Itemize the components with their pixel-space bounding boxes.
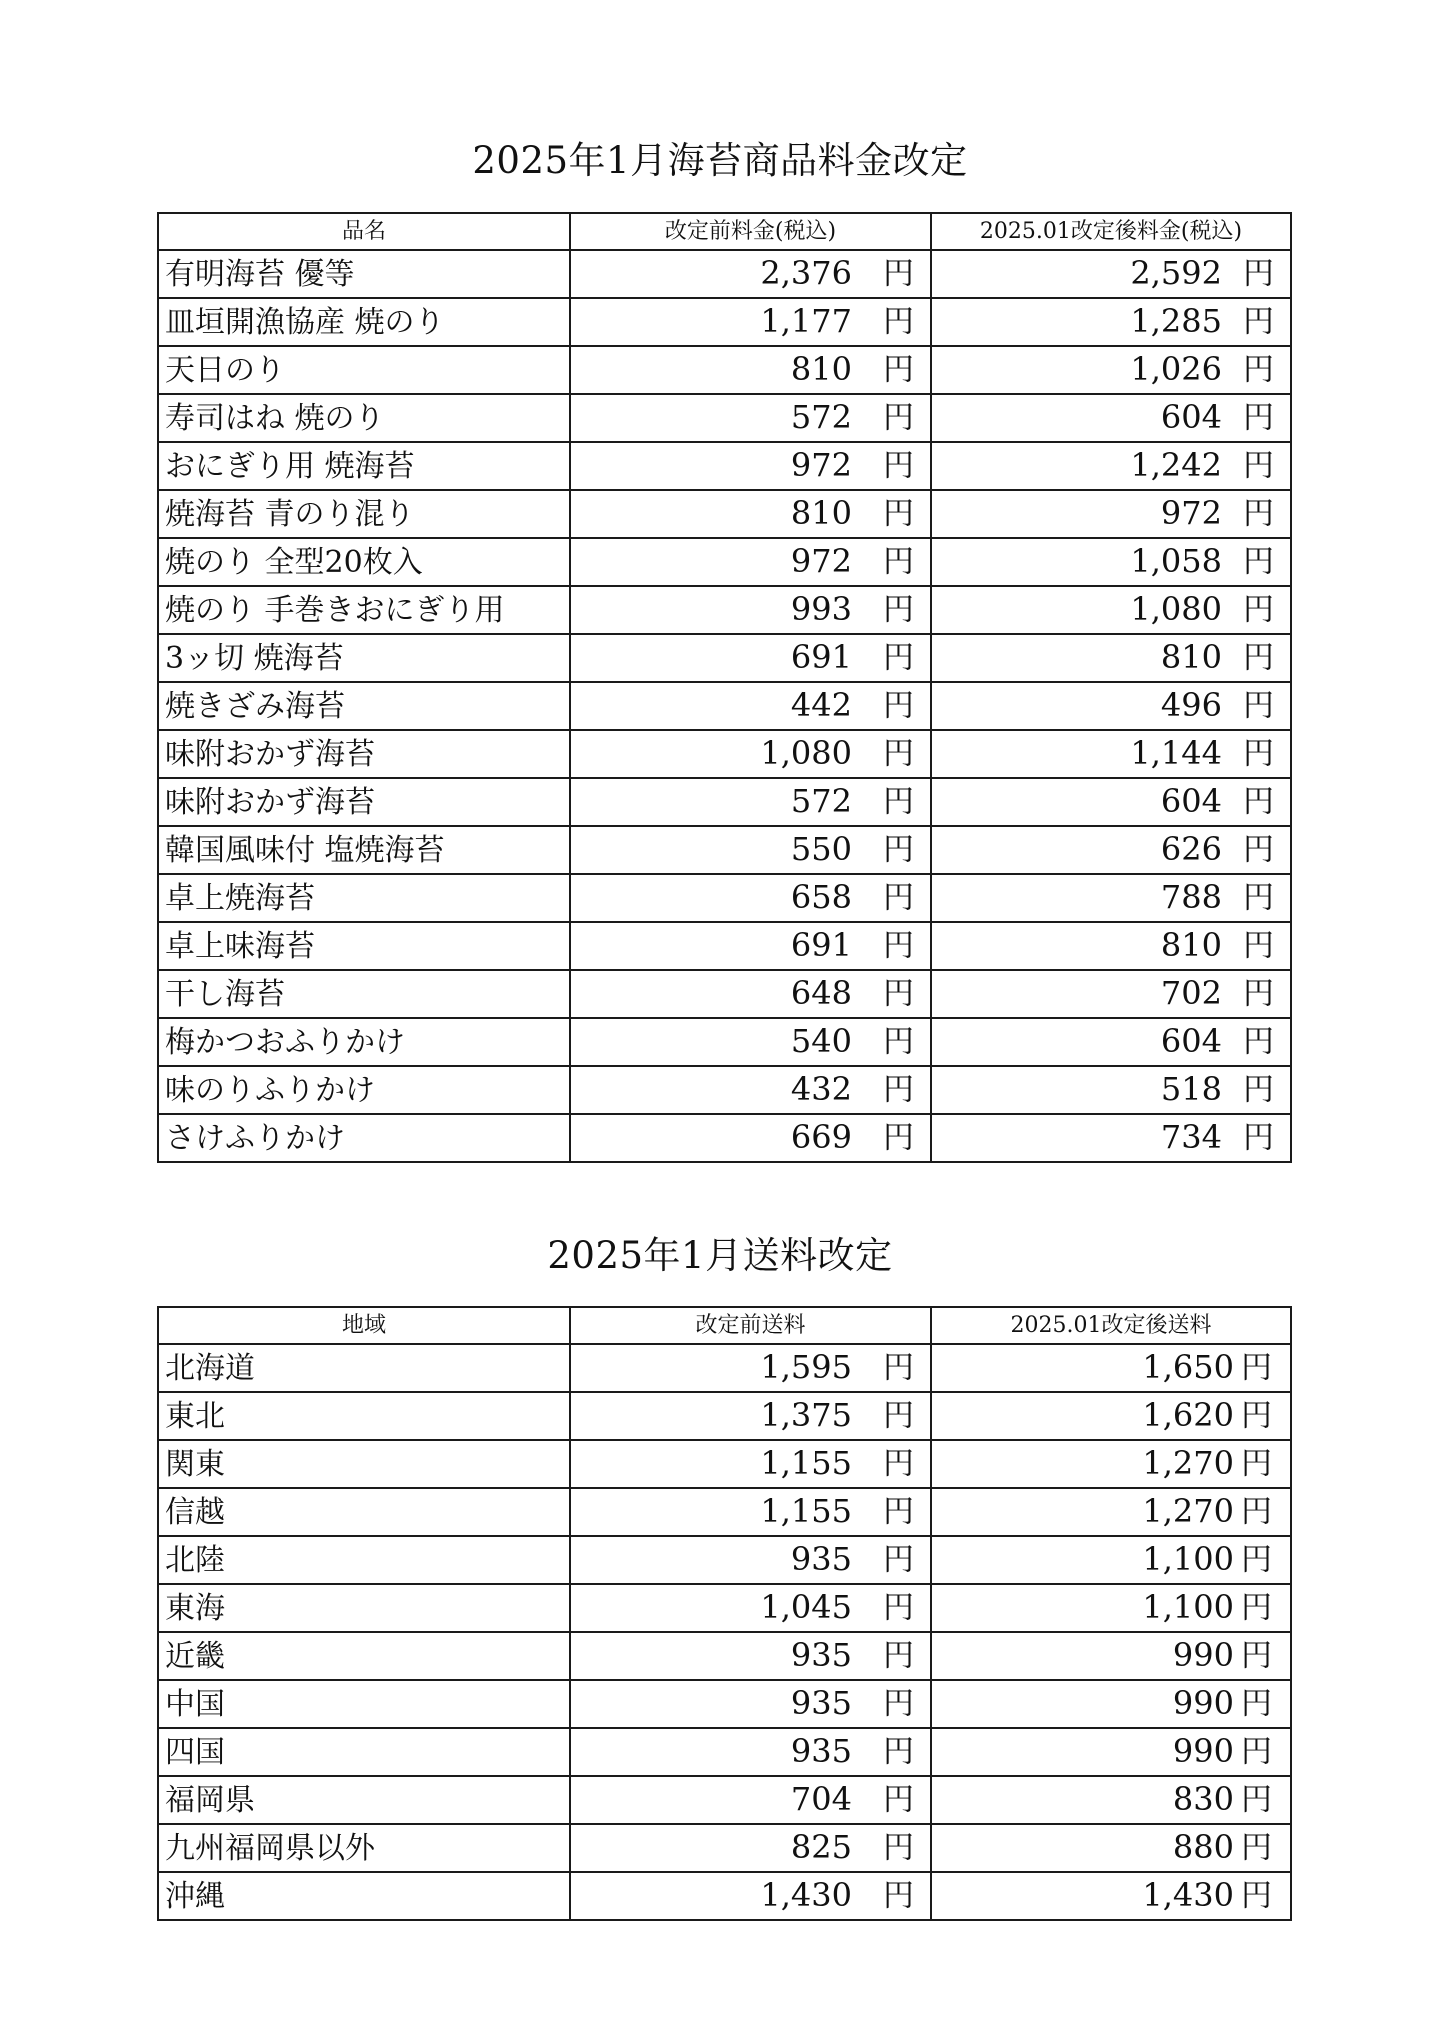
price-before-cell (570, 1344, 931, 1392)
table-row (158, 1114, 1291, 1162)
item-name-cell: 卓上焼海苔 (158, 874, 570, 922)
price-before-cell (570, 538, 931, 586)
price-value: 2,376 (760, 254, 852, 292)
item-name-cell: 東北 (158, 1392, 570, 1440)
price-before-cell (570, 394, 931, 442)
price-value: 669 (790, 1118, 852, 1156)
currency-unit: 円 (1241, 1494, 1272, 1530)
price-after-cell (931, 1680, 1291, 1728)
currency-unit: 円 (1241, 1590, 1272, 1626)
price-value: 704 (790, 1780, 852, 1818)
currency-unit: 円 (883, 352, 914, 388)
price-value: 1,595 (760, 1348, 852, 1386)
price-value: 604 (1160, 782, 1222, 820)
price-before-cell (570, 778, 931, 826)
price-before-cell (570, 1536, 931, 1584)
price-after-cell (931, 1440, 1291, 1488)
price-value: 1,620 (1142, 1396, 1234, 1434)
currency-unit: 円 (883, 1878, 914, 1914)
price-value: 1,177 (760, 302, 852, 340)
table-row (158, 970, 1291, 1018)
item-name-cell: 味附おかず海苔 (158, 730, 570, 778)
currency-unit: 円 (883, 1734, 914, 1770)
price-value: 880 (1172, 1828, 1234, 1866)
price-after-cell (931, 442, 1291, 490)
item-name-cell: 焼のり 全型20枚入 (158, 538, 570, 586)
price-value: 990 (1172, 1684, 1234, 1722)
item-name-cell: 卓上味海苔 (158, 922, 570, 970)
table-row (158, 490, 1291, 538)
currency-unit: 円 (883, 1782, 914, 1818)
currency-unit: 円 (883, 448, 914, 484)
price-value: 658 (790, 878, 852, 916)
price-before-cell (570, 1114, 931, 1162)
table-row (158, 1584, 1291, 1632)
table-row (158, 1680, 1291, 1728)
table-row (158, 442, 1291, 490)
currency-unit: 円 (1241, 1542, 1272, 1578)
currency-unit: 円 (883, 1542, 914, 1578)
product-price-title: 2025年1月海苔商品料金改定 (472, 139, 968, 182)
currency-unit: 円 (883, 1350, 914, 1386)
item-name-cell: 韓国風味付 塩焼海苔 (158, 826, 570, 874)
currency-unit: 円 (1243, 640, 1274, 676)
price-value: 1,080 (1130, 590, 1222, 628)
price-value: 993 (790, 590, 852, 628)
price-after-cell (931, 298, 1291, 346)
item-name-cell: 味附おかず海苔 (158, 778, 570, 826)
price-value: 604 (1160, 398, 1222, 436)
price-before-cell (570, 922, 931, 970)
shipping-fee-table (157, 1306, 1292, 1921)
price-after-cell (931, 1536, 1291, 1584)
price-value: 788 (1160, 878, 1222, 916)
table-row (158, 1066, 1291, 1114)
table-row (158, 730, 1291, 778)
price-after-cell (931, 778, 1291, 826)
item-name-cell: 焼のり 手巻きおにぎり用 (158, 586, 570, 634)
price-after-cell (931, 1824, 1291, 1872)
price-before-cell (570, 1728, 931, 1776)
price-value: 691 (790, 926, 852, 964)
currency-unit: 円 (883, 1072, 914, 1108)
currency-unit: 円 (1241, 1782, 1272, 1818)
currency-unit: 円 (1243, 304, 1274, 340)
currency-unit: 円 (883, 400, 914, 436)
price-after-cell (931, 394, 1291, 442)
price-after-cell (931, 346, 1291, 394)
item-name-cell: 焼海苔 青のり混り (158, 490, 570, 538)
price-after-cell (931, 1018, 1291, 1066)
currency-unit: 円 (883, 784, 914, 820)
price-value: 572 (790, 782, 852, 820)
item-name-cell: 関東 (158, 1440, 570, 1488)
currency-unit: 円 (1243, 880, 1274, 916)
price-value: 972 (1160, 494, 1222, 532)
price-after-cell (931, 1872, 1291, 1920)
price-value: 550 (790, 830, 852, 868)
currency-unit: 円 (1243, 592, 1274, 628)
currency-unit: 円 (1243, 544, 1274, 580)
price-value: 1,100 (1142, 1540, 1234, 1578)
currency-unit: 円 (1241, 1446, 1272, 1482)
price-value: 935 (790, 1684, 852, 1722)
currency-unit: 円 (883, 928, 914, 964)
price-value: 540 (790, 1022, 852, 1060)
currency-unit: 円 (1241, 1638, 1272, 1674)
table-row (158, 1018, 1291, 1066)
price-value: 1,375 (760, 1396, 852, 1434)
price-after-cell (931, 634, 1291, 682)
price-after-cell (931, 1066, 1291, 1114)
price-before-cell (570, 1632, 931, 1680)
price-value: 810 (790, 350, 852, 388)
price-after-cell (931, 1728, 1291, 1776)
price-value: 1,270 (1142, 1444, 1234, 1482)
currency-unit: 円 (883, 1590, 914, 1626)
price-value: 972 (790, 446, 852, 484)
item-name-cell: おにぎり用 焼海苔 (158, 442, 570, 490)
price-value: 810 (1160, 926, 1222, 964)
price-before-cell (570, 1776, 931, 1824)
item-name-cell: 北海道 (158, 1344, 570, 1392)
table-row (158, 1392, 1291, 1440)
currency-unit: 円 (1243, 400, 1274, 436)
price-value: 1,100 (1142, 1588, 1234, 1626)
currency-unit: 円 (1241, 1398, 1272, 1434)
currency-unit: 円 (883, 1120, 914, 1156)
table-row (158, 1872, 1291, 1920)
currency-unit: 円 (883, 544, 914, 580)
item-name-cell: 寿司はね 焼のり (158, 394, 570, 442)
item-name-cell: 天日のり (158, 346, 570, 394)
table-row (158, 634, 1291, 682)
currency-unit: 円 (883, 1494, 914, 1530)
item-name-cell: 焼きざみ海苔 (158, 682, 570, 730)
currency-unit: 円 (883, 832, 914, 868)
price-before-cell (570, 346, 931, 394)
price-after-cell (931, 538, 1291, 586)
table-row (158, 586, 1291, 634)
item-name-cell: 信越 (158, 1488, 570, 1536)
price-value: 830 (1172, 1780, 1234, 1818)
price-value: 935 (790, 1540, 852, 1578)
price-before-cell (570, 1018, 931, 1066)
currency-unit: 円 (883, 256, 914, 292)
currency-unit: 円 (883, 1830, 914, 1866)
price-before-cell (570, 970, 931, 1018)
currency-unit: 円 (883, 976, 914, 1012)
price-value: 1,285 (1130, 302, 1222, 340)
price-value: 734 (1160, 1118, 1222, 1156)
table-row (158, 1776, 1291, 1824)
table-row (158, 1536, 1291, 1584)
table-header-row (158, 1307, 1291, 1344)
price-after-cell (931, 1584, 1291, 1632)
price-value: 1,650 (1142, 1348, 1234, 1386)
price-before-cell (570, 1488, 931, 1536)
price-after-cell (931, 1392, 1291, 1440)
item-name-cell: 沖縄 (158, 1872, 570, 1920)
currency-unit: 円 (883, 1024, 914, 1060)
currency-unit: 円 (883, 304, 914, 340)
item-name-cell: 近畿 (158, 1632, 570, 1680)
price-value: 810 (1160, 638, 1222, 676)
price-before-cell (570, 298, 931, 346)
price-before-cell (570, 826, 931, 874)
price-value: 1,026 (1130, 350, 1222, 388)
price-value: 990 (1172, 1636, 1234, 1674)
currency-unit: 円 (1243, 688, 1274, 724)
price-after-cell (931, 1632, 1291, 1680)
price-after-cell (931, 250, 1291, 298)
item-name-cell: 味のりふりかけ (158, 1066, 570, 1114)
table-row (158, 778, 1291, 826)
price-before-cell (570, 634, 931, 682)
item-name-cell: 有明海苔 優等 (158, 250, 570, 298)
header-price-after: 2025.01改定後料金(税込) (931, 213, 1291, 250)
price-before-cell (570, 1392, 931, 1440)
currency-unit: 円 (1243, 784, 1274, 820)
table-row (158, 250, 1291, 298)
price-value: 518 (1160, 1070, 1222, 1108)
table-row (158, 1488, 1291, 1536)
table-row (158, 1440, 1291, 1488)
price-value: 702 (1160, 974, 1222, 1012)
price-value: 1,080 (760, 734, 852, 772)
price-before-cell (570, 1680, 931, 1728)
table-row (158, 1824, 1291, 1872)
item-name-cell: 福岡県 (158, 1776, 570, 1824)
currency-unit: 円 (1243, 448, 1274, 484)
currency-unit: 円 (883, 592, 914, 628)
table-row (158, 826, 1291, 874)
table-row (158, 394, 1291, 442)
currency-unit: 円 (1241, 1350, 1272, 1386)
item-name-cell: 四国 (158, 1728, 570, 1776)
header-fee-before: 改定前送料 (570, 1307, 931, 1344)
item-name-cell: 梅かつおふりかけ (158, 1018, 570, 1066)
price-value: 496 (1160, 686, 1222, 724)
price-value: 1,430 (1142, 1876, 1234, 1914)
price-value: 810 (790, 494, 852, 532)
table-row (158, 1728, 1291, 1776)
price-value: 432 (790, 1070, 852, 1108)
currency-unit: 円 (1243, 256, 1274, 292)
item-name-cell: 皿垣開漁協産 焼のり (158, 298, 570, 346)
currency-unit: 円 (1241, 1878, 1272, 1914)
price-value: 648 (790, 974, 852, 1012)
currency-unit: 円 (1243, 352, 1274, 388)
currency-unit: 円 (883, 1686, 914, 1722)
item-name-cell: 3ッ切 焼海苔 (158, 634, 570, 682)
header-product-name: 品名 (158, 213, 570, 250)
price-value: 1,270 (1142, 1492, 1234, 1530)
price-before-cell (570, 682, 931, 730)
price-before-cell (570, 1440, 931, 1488)
currency-unit: 円 (1243, 496, 1274, 532)
table-header-row (158, 213, 1291, 250)
item-name-cell: 北陸 (158, 1536, 570, 1584)
item-name-cell: 中国 (158, 1680, 570, 1728)
price-value: 691 (790, 638, 852, 676)
price-value: 935 (790, 1636, 852, 1674)
currency-unit: 円 (883, 1446, 914, 1482)
product-price-table (157, 212, 1292, 1163)
item-name-cell: 九州福岡県以外 (158, 1824, 570, 1872)
price-before-cell (570, 1872, 931, 1920)
currency-unit: 円 (883, 1398, 914, 1434)
price-after-cell (931, 586, 1291, 634)
price-value: 604 (1160, 1022, 1222, 1060)
currency-unit: 円 (883, 640, 914, 676)
price-before-cell (570, 874, 931, 922)
price-after-cell (931, 826, 1291, 874)
table-row (158, 1344, 1291, 1392)
currency-unit: 円 (883, 736, 914, 772)
currency-unit: 円 (1243, 928, 1274, 964)
currency-unit: 円 (1243, 1072, 1274, 1108)
currency-unit: 円 (1243, 736, 1274, 772)
price-value: 972 (790, 542, 852, 580)
table-row (158, 682, 1291, 730)
price-before-cell (570, 730, 931, 778)
item-name-cell: さけふりかけ (158, 1114, 570, 1162)
price-after-cell (931, 1344, 1291, 1392)
currency-unit: 円 (1241, 1830, 1272, 1866)
price-value: 626 (1160, 830, 1222, 868)
table-row (158, 346, 1291, 394)
currency-unit: 円 (1241, 1686, 1272, 1722)
price-value: 990 (1172, 1732, 1234, 1770)
price-after-cell (931, 1776, 1291, 1824)
shipping-fee-title: 2025年1月送料改定 (547, 1234, 893, 1277)
price-before-cell (570, 250, 931, 298)
price-value: 1,144 (1130, 734, 1222, 772)
price-value: 1,045 (760, 1588, 852, 1626)
price-before-cell (570, 1824, 931, 1872)
currency-unit: 円 (883, 688, 914, 724)
header-fee-after: 2025.01改定後送料 (931, 1307, 1291, 1344)
table-row (158, 298, 1291, 346)
price-value: 825 (790, 1828, 852, 1866)
price-value: 2,592 (1130, 254, 1222, 292)
table-row (158, 922, 1291, 970)
price-after-cell (931, 1114, 1291, 1162)
price-value: 442 (790, 686, 852, 724)
currency-unit: 円 (883, 1638, 914, 1674)
price-before-cell (570, 1584, 931, 1632)
currency-unit: 円 (883, 880, 914, 916)
price-after-cell (931, 922, 1291, 970)
price-after-cell (931, 490, 1291, 538)
price-value: 1,155 (760, 1444, 852, 1482)
currency-unit: 円 (1243, 976, 1274, 1012)
price-after-cell (931, 682, 1291, 730)
price-value: 935 (790, 1732, 852, 1770)
price-after-cell (931, 730, 1291, 778)
item-name-cell: 東海 (158, 1584, 570, 1632)
price-before-cell (570, 1066, 931, 1114)
price-value: 1,058 (1130, 542, 1222, 580)
currency-unit: 円 (883, 496, 914, 532)
currency-unit: 円 (1243, 1024, 1274, 1060)
price-after-cell (931, 970, 1291, 1018)
price-value: 1,430 (760, 1876, 852, 1914)
item-name-cell: 干し海苔 (158, 970, 570, 1018)
price-value: 1,155 (760, 1492, 852, 1530)
table-row (158, 538, 1291, 586)
price-value: 572 (790, 398, 852, 436)
price-before-cell (570, 442, 931, 490)
currency-unit: 円 (1241, 1734, 1272, 1770)
price-after-cell (931, 1488, 1291, 1536)
price-before-cell (570, 586, 931, 634)
currency-unit: 円 (1243, 1120, 1274, 1156)
price-value: 1,242 (1130, 446, 1222, 484)
header-price-before: 改定前料金(税込) (570, 213, 931, 250)
price-before-cell (570, 490, 931, 538)
table-row (158, 1632, 1291, 1680)
currency-unit: 円 (1243, 832, 1274, 868)
price-after-cell (931, 874, 1291, 922)
table-row (158, 874, 1291, 922)
header-region: 地域 (158, 1307, 570, 1344)
